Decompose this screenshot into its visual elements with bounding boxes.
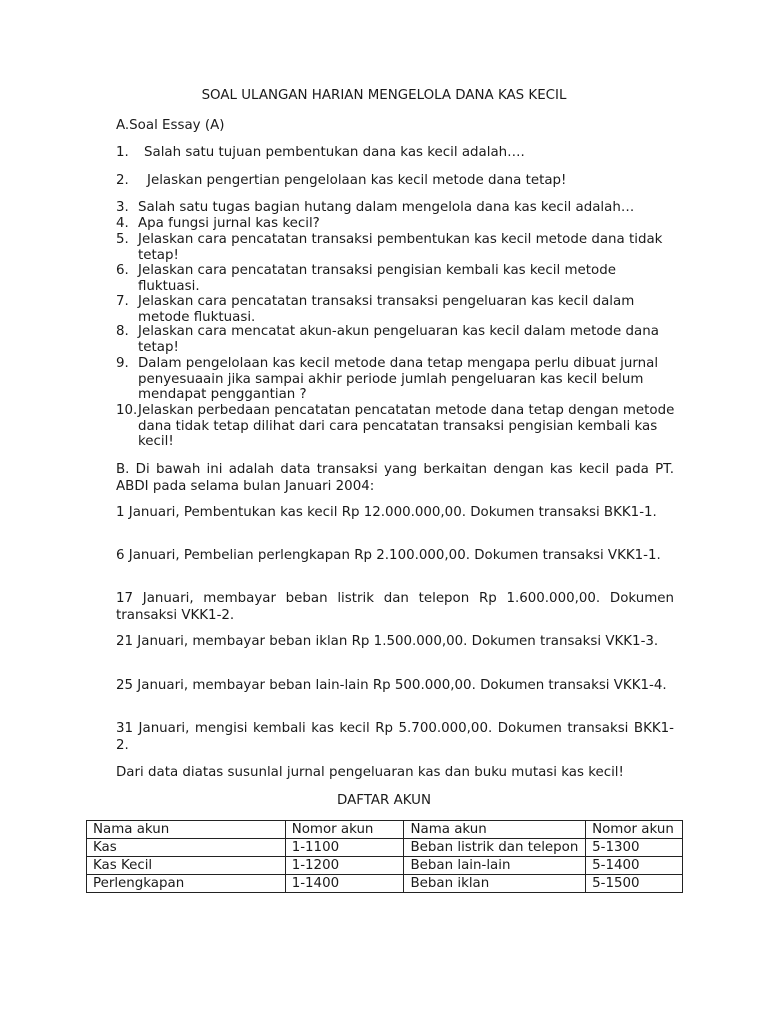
question-text: Jelaskan cara mencatat akun-akun pengeluaran kas kecil dalam metode dana tetap! [138,324,659,355]
question-number: 3. [116,200,129,215]
transaction-item: 1 Januari, Pembentukan kas kecil Rp 12.000.000,00. Dokumen transaksi BKK1-1. [116,505,657,520]
table-header-cell: Nomor akun [285,821,404,839]
section-a-heading: A.Soal Essay (A) [116,118,225,133]
question-text: Jelaskan cara pencatatan transaksi pengisian kembali kas kecil metode fluktuasi. [138,263,616,294]
table-cell: 1-1200 [285,857,404,875]
question-item [116,324,676,355]
question-item [116,200,676,216]
table-cell: Beban iklan [404,875,586,893]
table-cell: 1-1100 [285,839,404,857]
table-cell: Kas Kecil [87,857,286,875]
transaction-item: 21 Januari, membayar beban iklan Rp 1.500.000,00. Dokumen transaksi VKK1-3. [116,634,659,649]
question-text: Apa fungsi jurnal kas kecil? [138,216,320,231]
question-text: Salah satu tujuan pembentukan dana kas kecil adalah…. [144,145,525,160]
question-item [116,263,676,294]
page-title: SOAL ULANGAN HARIAN MENGELOLA DANA KAS KECIL [201,88,567,103]
table-cell: 5-1300 [586,839,683,857]
question-number: 10. [116,403,138,418]
table-row [87,857,683,875]
question-text: Dalam pengelolaan kas kecil metode dana tetap mengapa perlu dibuat jurnal penyesuaain jika sampai akhir periode jumlah pengeluaran kas kecil belum mendapat penggantian ? [138,356,659,402]
section-b-intro: B. Di bawah ini adalah data transaksi yang berkaitan dengan kas kecil pada PT. ABDI pada selama bulan Januari 2004: [116,462,674,494]
table-cell: 1-1400 [285,875,404,893]
question-number: 2. [116,173,129,188]
question-number: 5. [116,232,129,247]
table-cell: Beban listrik dan telepon [404,839,586,857]
question-number: 6. [116,263,129,278]
question-number: 7. [116,294,129,309]
table-cell: 5-1500 [586,875,683,893]
table-title: DAFTAR AKUN [337,793,431,808]
question-number: 1. [116,145,129,160]
question-item [116,403,676,450]
table-row [87,839,683,857]
transaction-item: 25 Januari, membayar beban lain-lain Rp 500.000,00. Dokumen transaksi VKK1-4. [116,678,667,693]
question-number: 9. [116,356,129,371]
table-header-cell: Nama akun [87,821,286,839]
question-item [116,356,676,403]
question-number: 8. [116,324,129,339]
question-item [116,294,676,325]
question-number: 4. [116,216,129,231]
transaction-item: 6 Januari, Pembelian perlengkapan Rp 2.100.000,00. Dokumen transaksi VKK1-1. [116,548,661,563]
table-cell: Perlengkapan [87,875,286,893]
table-cell: Kas [87,839,286,857]
question-item [116,232,676,263]
question-text: Jelaskan cara pencatatan transaksi pembentukan kas kecil metode dana tidak tetap! [138,232,663,263]
account-table [86,820,683,893]
question-text: Jelaskan pengertian pengelolaan kas kecil metode dana tetap! [147,173,567,188]
table-row [87,875,683,893]
table-header-row [87,821,683,839]
instruction-text: Dari data diatas susunlal jurnal pengeluaran kas dan buku mutasi kas kecil! [116,765,624,780]
question-item [116,216,676,232]
table-cell: 5-1400 [586,857,683,875]
question-item [116,173,676,189]
question-text: Jelaskan perbedaan pencatatan pencatatan metode dana tetap dengan metode dana tidak tetap dilihat dari cara pencatatan transaksi pengisian kembali kas kecil! [138,403,675,449]
transaction-item: 31 Januari, mengisi kembali kas kecil Rp 5.700.000,00. Dokumen transaksi BKK1-2. [116,721,674,753]
question-text: Salah satu tugas bagian hutang dalam mengelola dana kas kecil adalah… [138,200,635,215]
table-cell: Beban lain-lain [404,857,586,875]
table-header-cell: Nomor akun [586,821,683,839]
transaction-item: 17 Januari, membayar beban listrik dan telepon Rp 1.600.000,00. Dokumen transaksi VKK1-2. [116,591,674,623]
question-item [116,145,676,161]
table-header-cell: Nama akun [404,821,586,839]
question-text: Jelaskan cara pencatatan transaksi transaksi pengeluaran kas kecil dalam metode fluktuasi. [138,294,635,325]
